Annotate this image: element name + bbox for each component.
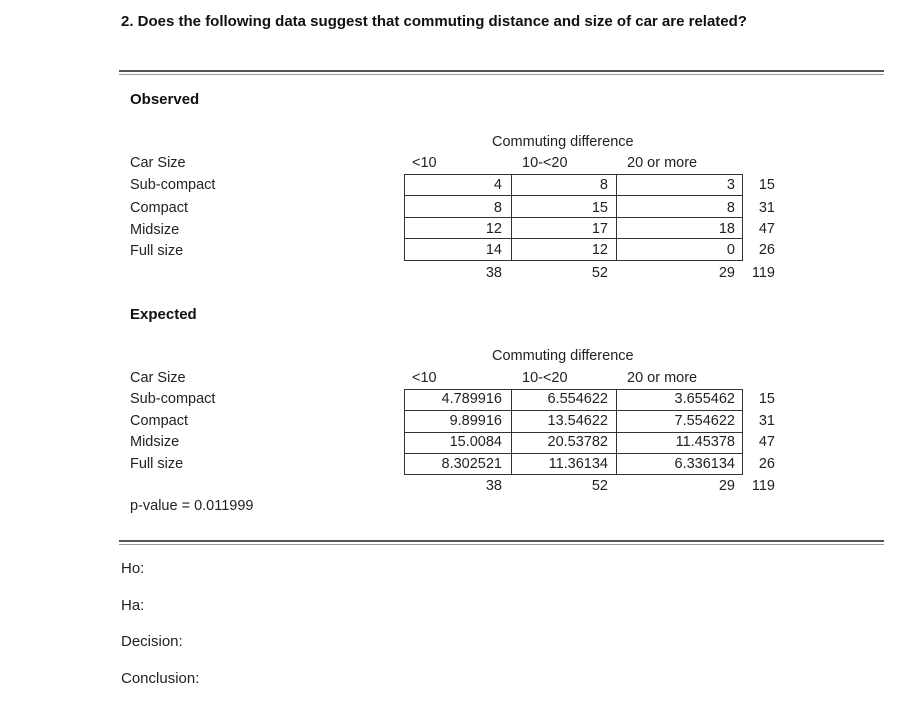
expected-cell: 4.789916: [441, 391, 502, 407]
expected-cell: 9.89916: [449, 413, 502, 429]
expected-row-label: Compact: [130, 413, 189, 429]
expected-cell: 6.336134: [674, 456, 735, 472]
observed-heading: Observed: [130, 91, 200, 108]
expected-cell: 3.655462: [674, 391, 735, 407]
observed-row-label: Midsize: [130, 222, 180, 238]
expected-cell: 15.0084: [449, 434, 502, 450]
observed-col-1: <10: [412, 155, 437, 171]
expected-col-1: <10: [412, 370, 437, 386]
observed-row-total: 15: [758, 177, 775, 193]
observed-cell: 8: [493, 200, 502, 216]
bottom-divider: [119, 540, 884, 542]
observed-cell: 0: [726, 242, 735, 258]
expected-col-total: 38: [485, 478, 502, 494]
ha-label: Ha:: [121, 597, 145, 614]
observed-cell: 12: [485, 221, 502, 237]
observed-row-label: Sub-compact: [130, 177, 216, 193]
observed-row-label: Full size: [130, 243, 184, 259]
expected-heading: Expected: [130, 306, 197, 323]
observed-row-total: 31: [758, 200, 775, 216]
question-text: 2. Does the following data suggest that commuting distance and size of car are related?: [121, 13, 747, 30]
conclusion-label: Conclusion:: [121, 670, 200, 687]
expected-col-total: 52: [591, 478, 608, 494]
observed-col-total: 38: [485, 265, 502, 281]
observed-cell: 3: [726, 177, 735, 193]
observed-cell: 8: [726, 200, 735, 216]
expected-row-label: Midsize: [130, 434, 180, 450]
expected-row-total: 26: [758, 456, 775, 472]
observed-col-3: 20 or more: [627, 155, 698, 171]
expected-row-total: 31: [758, 413, 775, 429]
observed-cell: 4: [493, 177, 502, 193]
observed-col-total: 52: [591, 265, 608, 281]
observed-row-total: 47: [758, 221, 775, 237]
observed-row-total: 26: [758, 242, 775, 258]
observed-cell: 18: [718, 221, 735, 237]
observed-cell: 17: [591, 221, 608, 237]
expected-col-2: 10-<20: [522, 370, 568, 386]
expected-cell: 20.53782: [547, 434, 608, 450]
observed-cell: 15: [591, 200, 608, 216]
observed-row-label: Compact: [130, 200, 189, 216]
expected-group-label: Commuting difference: [492, 348, 634, 364]
observed-group-label: Commuting difference: [492, 134, 634, 150]
observed-col-total: 29: [718, 265, 735, 281]
expected-row-header: Car Size: [130, 370, 186, 386]
expected-row-total: 47: [758, 434, 775, 450]
observed-grand-total: 119: [751, 265, 775, 281]
expected-col-total: 29: [718, 478, 735, 494]
expected-cell: 11.45378: [675, 434, 735, 450]
expected-col-3: 20 or more: [627, 370, 698, 386]
top-divider: [119, 70, 884, 72]
p-value: p-value = 0.011999: [130, 498, 254, 514]
ho-label: Ho:: [121, 560, 145, 577]
observed-col-2: 10-<20: [522, 155, 568, 171]
observed-cell: 14: [485, 242, 502, 258]
expected-grand-total: 119: [751, 478, 775, 494]
observed-cell: 8: [599, 177, 608, 193]
decision-label: Decision:: [121, 633, 183, 650]
expected-cell: 13.54622: [547, 413, 608, 429]
expected-cell: 11.36134: [548, 456, 608, 472]
expected-cell: 8.302521: [441, 456, 502, 472]
expected-cell: 7.554622: [674, 413, 735, 429]
observed-row-header: Car Size: [130, 155, 186, 171]
expected-row-total: 15: [758, 391, 775, 407]
expected-row-label: Full size: [130, 456, 184, 472]
expected-cell: 6.554622: [547, 391, 608, 407]
expected-row-label: Sub-compact: [130, 391, 216, 407]
observed-cell: 12: [591, 242, 608, 258]
